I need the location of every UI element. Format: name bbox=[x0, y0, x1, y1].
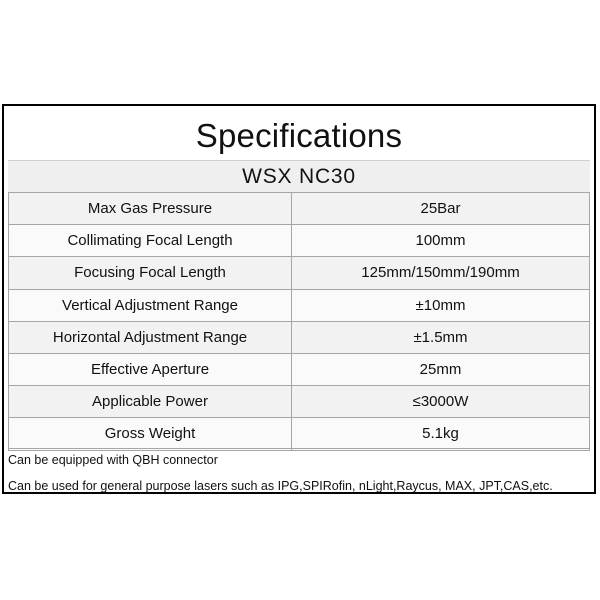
table-row bbox=[9, 386, 590, 418]
specifications-title: Specifications bbox=[195, 117, 403, 154]
spec-label: Vertical Adjustment Range bbox=[9, 289, 292, 321]
spec-label: Effective Aperture bbox=[9, 353, 292, 385]
spec-value: 125mm/150mm/190mm bbox=[292, 257, 590, 289]
spec-label: Gross Weight bbox=[9, 418, 292, 450]
spec-value: 25Bar bbox=[292, 193, 590, 225]
table-row bbox=[9, 289, 590, 321]
spec-label: Collimating Focal Length bbox=[9, 225, 292, 257]
note-compatible-lasers: Can be used for general purpose lasers such as IPG,SPIRofin, nLight,Raycus, MAX, JPT,CAS,etc. bbox=[8, 479, 553, 493]
spec-label: Max Gas Pressure bbox=[9, 193, 292, 225]
spec-label: Applicable Power bbox=[9, 386, 292, 418]
notes-section bbox=[8, 448, 590, 493]
table-row bbox=[9, 418, 590, 450]
spec-value: ≤3000W bbox=[292, 386, 590, 418]
table-row bbox=[9, 225, 590, 257]
spec-value: 100mm bbox=[292, 225, 590, 257]
model-name: WSX NC30 bbox=[8, 160, 590, 193]
table-row bbox=[9, 353, 590, 385]
table-row bbox=[9, 193, 590, 225]
note-qbh-connector: Can be equipped with QBH connector bbox=[8, 453, 218, 467]
spec-value: ±1.5mm bbox=[292, 321, 590, 353]
table-row bbox=[9, 321, 590, 353]
table-row bbox=[9, 257, 590, 289]
specifications-panel bbox=[2, 104, 596, 494]
spec-value: 5.1kg bbox=[292, 418, 590, 450]
spec-table bbox=[8, 192, 590, 451]
spec-label: Focusing Focal Length bbox=[9, 257, 292, 289]
spec-label: Horizontal Adjustment Range bbox=[9, 321, 292, 353]
spec-value: ±10mm bbox=[292, 289, 590, 321]
spec-value: 25mm bbox=[292, 353, 590, 385]
